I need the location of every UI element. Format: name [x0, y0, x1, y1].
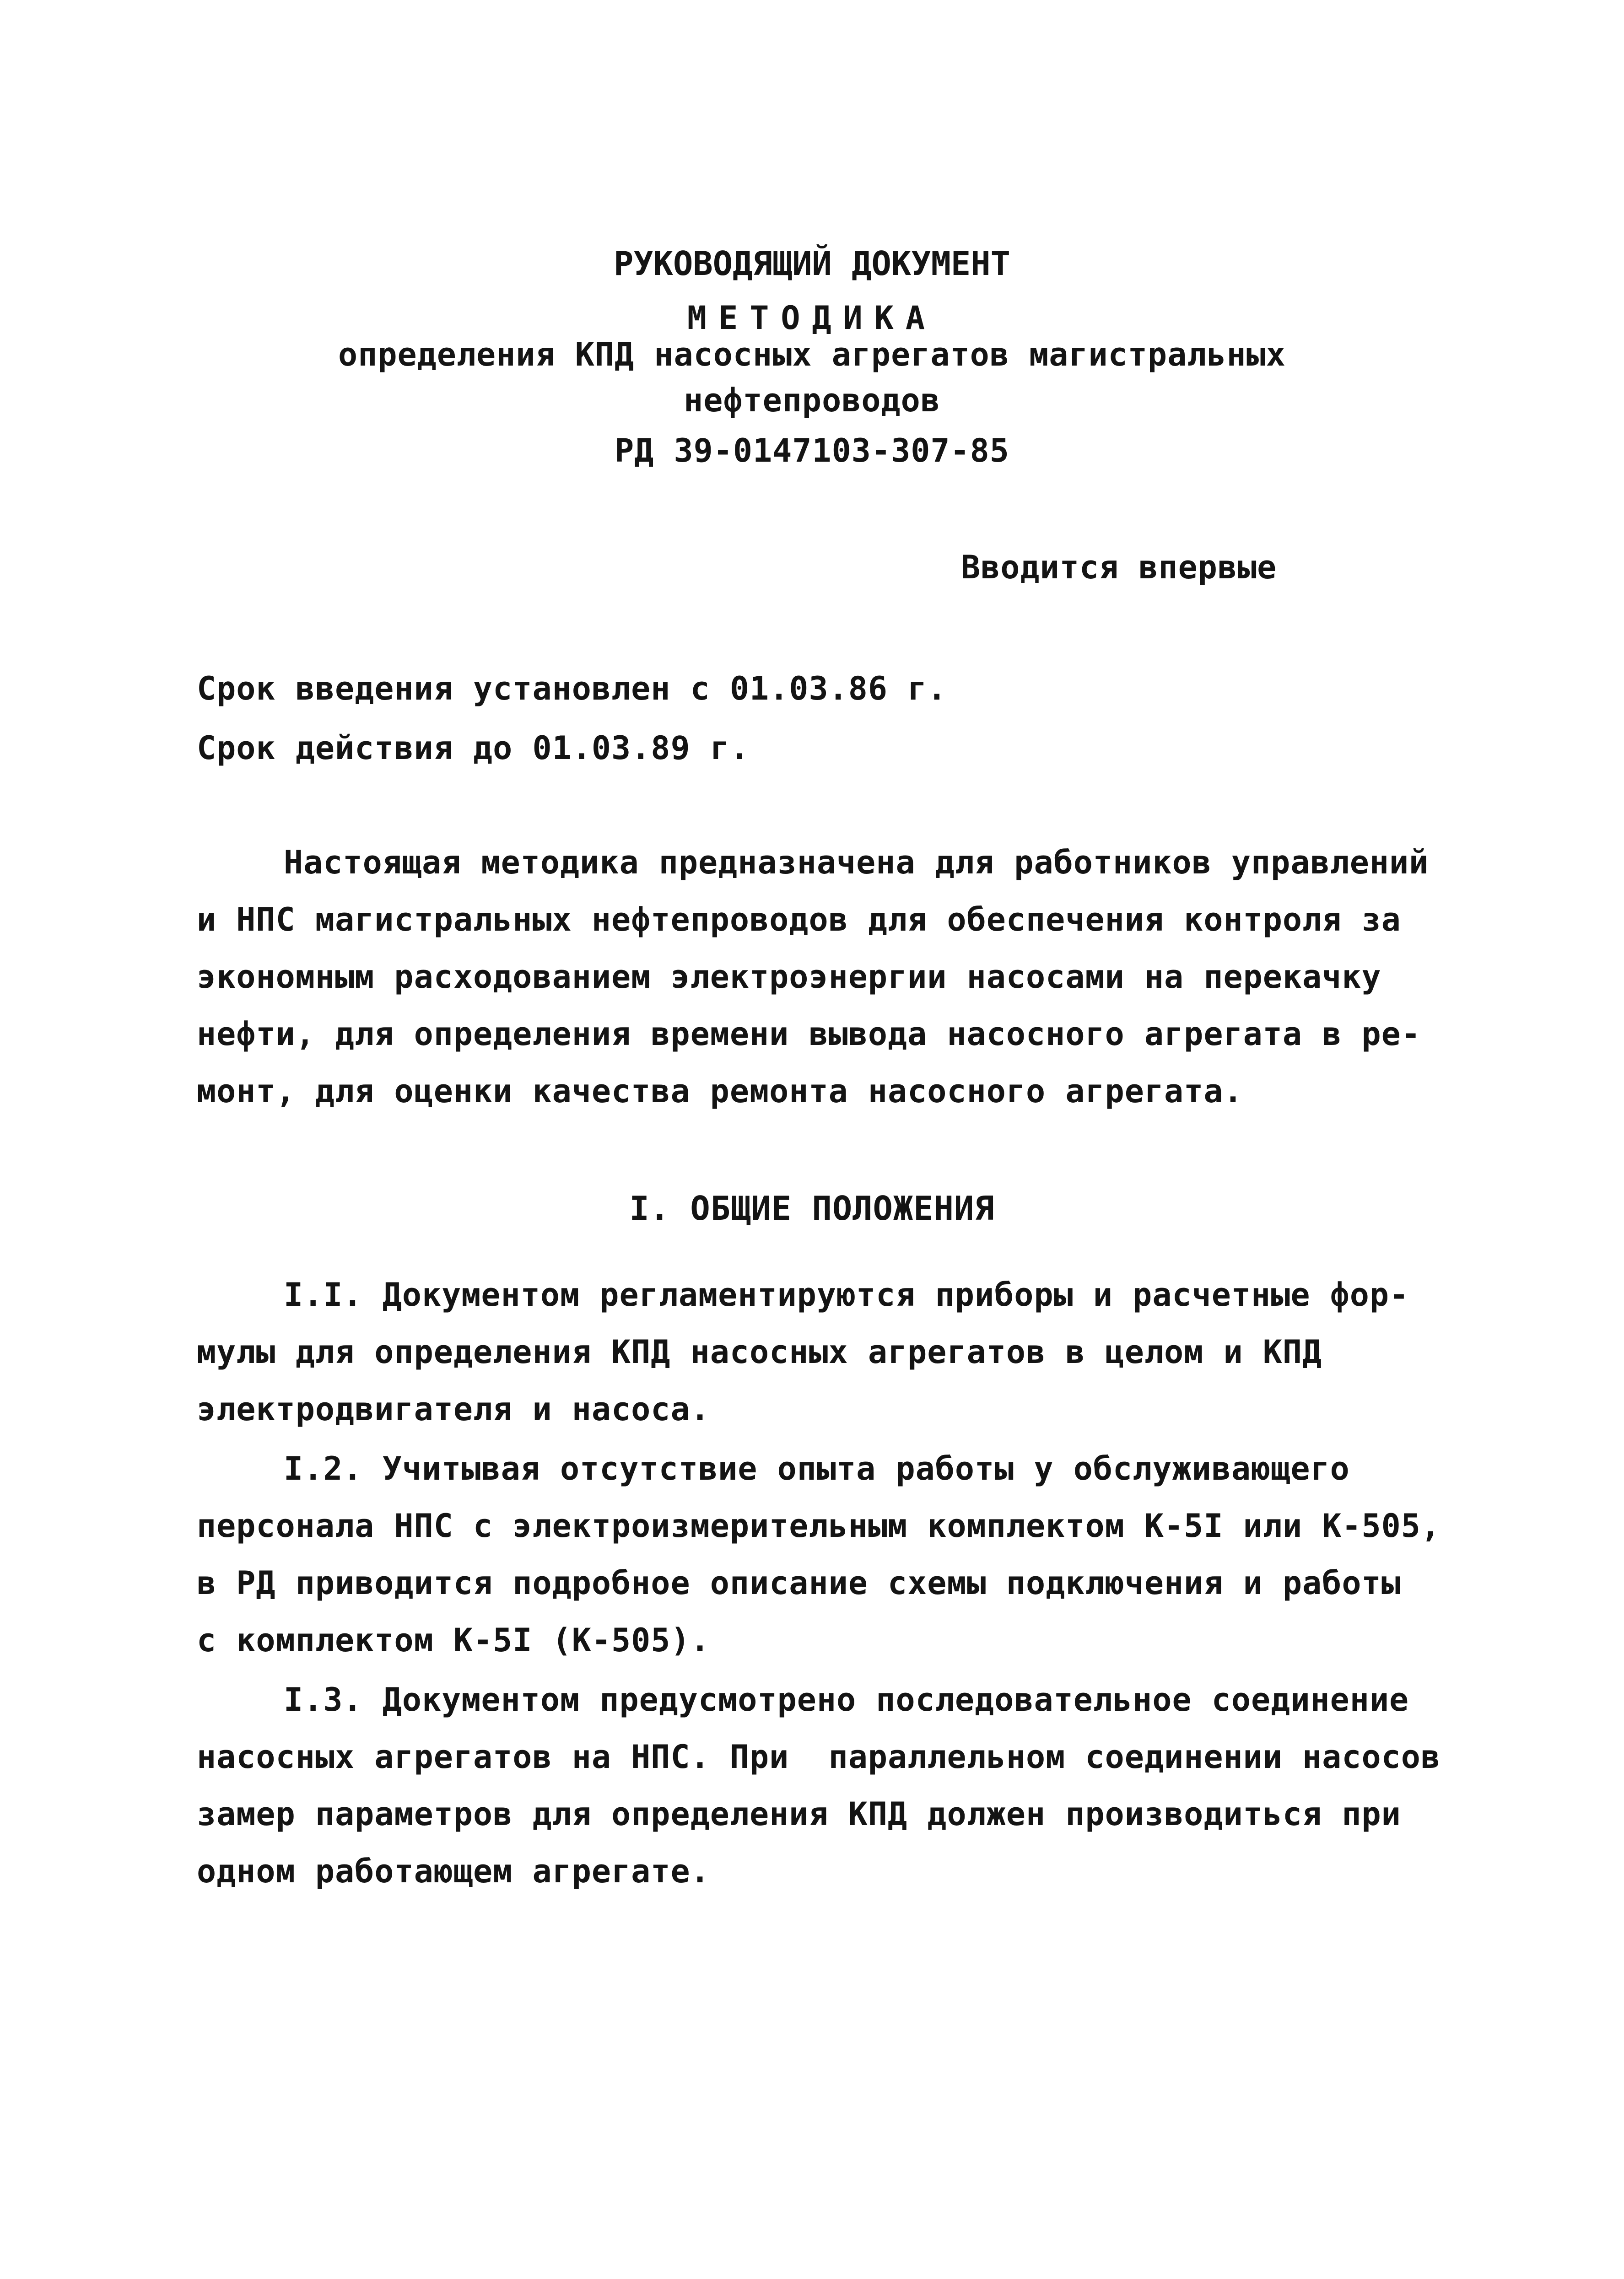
- purpose-line: нефти, для определения времени вывода насосного агрегата в ре-: [197, 1015, 1421, 1053]
- clause-1-3-line: насосных агрегатов на НПС. При параллельном соединении насосов: [197, 1738, 1441, 1776]
- document-type-heading: РУКОВОДЯЩИЙ ДОКУМЕНТ: [614, 244, 1010, 283]
- clause-1-3-line: I.3. Документом предусмотрено последовательное соединение: [284, 1681, 1409, 1719]
- clause-1-3-line: замер параметров для определения КПД должен производиться при: [197, 1795, 1401, 1833]
- clause-1-1-line: I.I. Документом регламентируются приборы и расчетные фор-: [284, 1276, 1409, 1314]
- clause-1-2-line: I.2. Учитывая отсутствие опыта работы у обслуживающего: [284, 1450, 1350, 1487]
- document-number: РД 39-0147103-307-85: [615, 432, 1009, 469]
- validity-date-line: Срок действия до 01.03.89 г.: [197, 729, 750, 767]
- clause-1-3-line: одном работающем агрегате.: [197, 1853, 710, 1890]
- purpose-line: монт, для оценки качества ремонта насосного агрегата.: [197, 1072, 1243, 1110]
- section-heading: I. ОБЩИЕ ПОЛОЖЕНИЯ: [629, 1189, 995, 1228]
- effective-date-line: Срок введения установлен с 01.03.86 г.: [197, 670, 947, 707]
- purpose-line: и НПС магистральных нефтепроводов для обеспечения контроля за: [197, 901, 1401, 938]
- purpose-line: экономным расходованием электроэнергии насосами на перекачку: [197, 958, 1381, 996]
- clause-1-2-line: с комплектом К-5I (К-505).: [197, 1622, 710, 1659]
- document-title-line-2: нефтепроводов: [684, 382, 940, 419]
- introduced-first-note: Вводится впервые: [961, 549, 1277, 586]
- clause-1-1-line: мулы для определения КПД насосных агрегатов в целом и КПД: [197, 1333, 1322, 1371]
- clause-1-2-line: персонала НПС с электроизмерительным комплектом К-5I или К-505,: [197, 1507, 1441, 1545]
- clause-1-1-line: электродвигателя и насоса.: [197, 1390, 710, 1428]
- document-title-line-1: определения КПД насосных агрегатов магистральных: [338, 336, 1286, 373]
- method-title: МЕТОДИКА: [687, 299, 937, 337]
- clause-1-2-line: в РД приводится подробное описание схемы подключения и работы: [197, 1564, 1401, 1602]
- purpose-line: Настоящая методика предназначена для работников управлений: [284, 844, 1429, 881]
